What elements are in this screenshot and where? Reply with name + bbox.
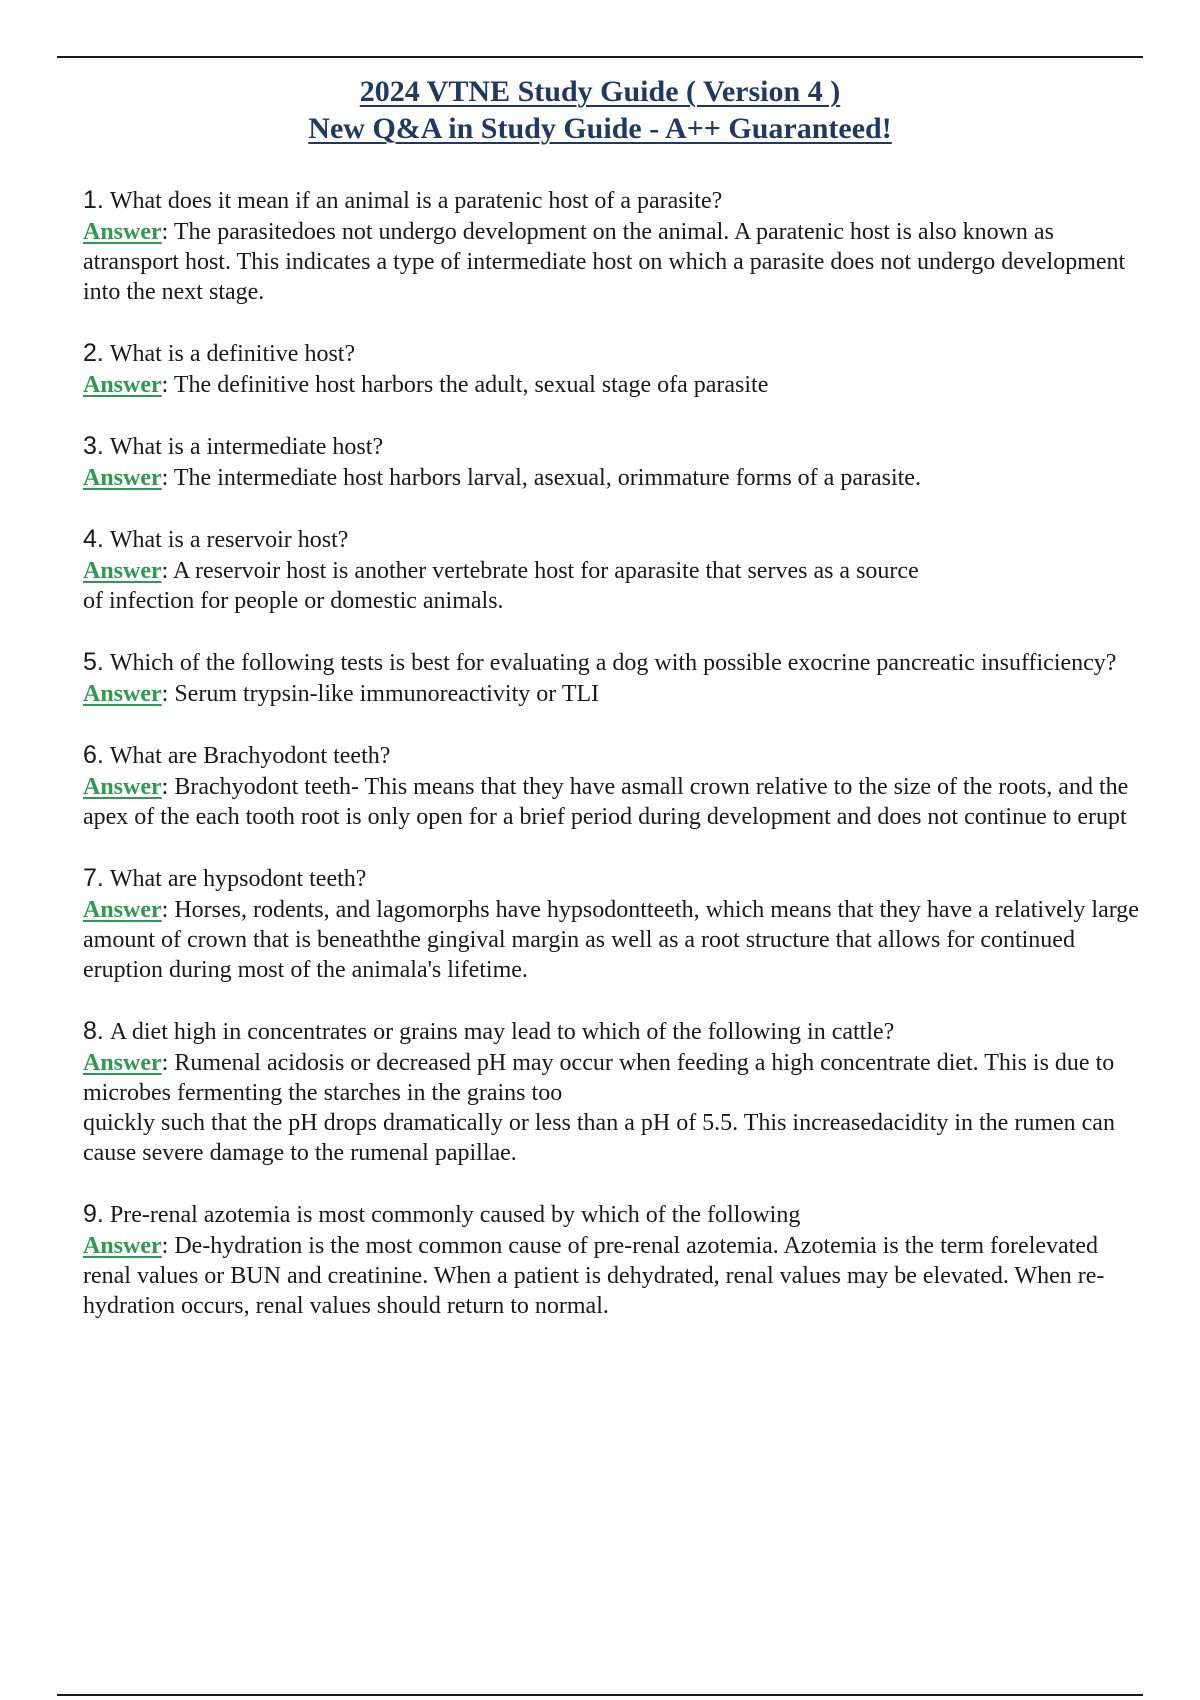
question-text: What is a reservoir host? <box>109 527 349 553</box>
qa-item <box>83 1198 1143 1321</box>
qa-item <box>83 337 1143 400</box>
qa-item <box>83 862 1143 985</box>
question-text: What are Brachyodont teeth? <box>109 743 391 769</box>
bottom-rule <box>57 1694 1143 1696</box>
question-text: Pre-renal azotemia is most commonly caused by which of the following <box>109 1202 801 1228</box>
question-number: 9. <box>83 1200 104 1228</box>
question-number: 2. <box>83 339 104 367</box>
question-number: 1. <box>83 186 104 214</box>
question-text: A diet high in concentrates or grains may lead to which of the following in cattle? <box>109 1019 895 1045</box>
question-text: What are hypsodont teeth? <box>109 866 367 892</box>
top-rule <box>57 56 1143 58</box>
question-number: 7. <box>83 864 104 892</box>
answer-label: Answer <box>83 465 162 491</box>
answer: Answer: Rumenal acidosis or decreased pH may occur when feeding a high concentrate diet. This is due to microbes fermenting the starches in the grains too quickly such that the pH drops dramatically or less than a pH of 5.5. This increasedacidity in the rumen can cause severe damage to the rumenal papillae. <box>83 1050 1115 1166</box>
answer-label: Answer <box>83 897 162 923</box>
question-text: What is a intermediate host? <box>109 434 384 460</box>
question <box>83 862 1143 895</box>
answer: Answer: Horses, rodents, and lagomorphs have hypsodontteeth, which means that they have a relatively large amount of crown that is beneaththe gingival margin as well as a root structure that allows for continued eruption during most of the animala's lifetime. <box>83 897 1139 983</box>
question-text: What does it mean if an animal is a paratenic host of a parasite? <box>109 188 723 214</box>
question <box>83 523 1143 556</box>
question <box>83 646 1143 679</box>
answer: Answer: A reservoir host is another vertebrate host for aparasite that serves as a source of infection for people or domestic animals. <box>83 558 919 614</box>
question-number: 8. <box>83 1017 104 1045</box>
title-line-2: New Q&A in Study Guide - A++ Guaranteed! <box>308 112 892 145</box>
answer-label: Answer <box>83 681 162 707</box>
question-number: 3. <box>83 432 104 460</box>
qa-item <box>83 523 1143 616</box>
question-number: 5. <box>83 648 104 676</box>
qa-item <box>83 646 1143 709</box>
answer: Answer: De-hydration is the most common cause of pre-renal azotemia. Azotemia is the term forelevated renal values or BUN and creatinine. When a patient is dehydrated, renal values may be elevated. When re-hydration occurs, renal values should return to normal. <box>83 1233 1105 1319</box>
answer: Answer: Serum trypsin-like immunoreactivity or TLI <box>83 681 600 707</box>
answer-text: De-hydration is the most common cause of pre-renal azotemia. Azotemia is the term forelevated renal values or BUN and creatinine. When a patient is dehydrated, renal values may be elevated. When re-hydration occurs, renal values should return to normal. <box>83 1233 1105 1319</box>
question <box>83 739 1143 772</box>
question <box>83 1198 1143 1231</box>
qa-list <box>83 184 1143 1351</box>
answer-label: Answer <box>83 1233 162 1259</box>
answer: Answer: The intermediate host harbors larval, asexual, orimmature forms of a parasite. <box>83 465 921 491</box>
qa-item <box>83 739 1143 832</box>
question <box>83 184 1143 217</box>
qa-item <box>83 184 1143 307</box>
question-number: 6. <box>83 741 104 769</box>
answer-text: Brachyodont teeth- This means that they have asmall crown relative to the size of the roots, and the apex of the each tooth root is only open for a brief period during development and does not continue to erupt <box>83 774 1129 830</box>
answer-text: A reservoir host is another vertebrate host for aparasite that serves as a source of infection for people or domestic animals. <box>83 558 919 614</box>
qa-item <box>83 430 1143 493</box>
answer-text: Serum trypsin-like immunoreactivity or TLI <box>174 681 600 707</box>
question <box>83 337 1143 370</box>
answer-label: Answer <box>83 372 162 398</box>
answer-label: Answer <box>83 558 162 584</box>
question <box>83 1015 1143 1048</box>
answer: Answer: Brachyodont teeth- This means that they have asmall crown relative to the size of the roots, and the apex of the each tooth root is only open for a brief period during development and does not continue to erupt <box>83 774 1129 830</box>
answer-text: The intermediate host harbors larval, asexual, orimmature forms of a parasite. <box>173 465 921 491</box>
answer-label: Answer <box>83 219 162 245</box>
qa-item <box>83 1015 1143 1168</box>
answer-text: The parasitedoes not undergo development on the animal. A paratenic host is also known as atransport host. This indicates a type of intermediate host on which a parasite does not undergo development into the next stage. <box>83 219 1126 305</box>
answer-text: Rumenal acidosis or decreased pH may occur when feeding a high concentrate diet. This is due to microbes fermenting the starches in the grains too quickly such that the pH drops dramatically or less than a pH of 5.5. This increasedacidity in the rumen can cause severe damage to the rumenal papillae. <box>83 1050 1115 1166</box>
answer: Answer: The parasitedoes not undergo development on the animal. A paratenic host is also known as atransport host. This indicates a type of intermediate host on which a parasite does not undergo development into the next stage. <box>83 219 1126 305</box>
question-text: Which of the following tests is best for evaluating a dog with possible exocrine pancreatic insufficiency? <box>109 650 1117 676</box>
question-text: What is a definitive host? <box>109 341 356 367</box>
answer: Answer: The definitive host harbors the adult, sexual stage ofa parasite <box>83 372 769 398</box>
answer-label: Answer <box>83 1050 162 1076</box>
document-title <box>0 73 1200 147</box>
answer-text: The definitive host harbors the adult, sexual stage ofa parasite <box>173 372 769 398</box>
title-line-1: 2024 VTNE Study Guide ( Version 4 ) <box>359 75 841 108</box>
question <box>83 430 1143 463</box>
question-number: 4. <box>83 525 104 553</box>
answer-text: Horses, rodents, and lagomorphs have hypsodontteeth, which means that they have a relatively large amount of crown that is beneaththe gingival margin as well as a root structure that allows for continued eruption during most of the animala's lifetime. <box>83 897 1139 983</box>
answer-label: Answer <box>83 774 162 800</box>
